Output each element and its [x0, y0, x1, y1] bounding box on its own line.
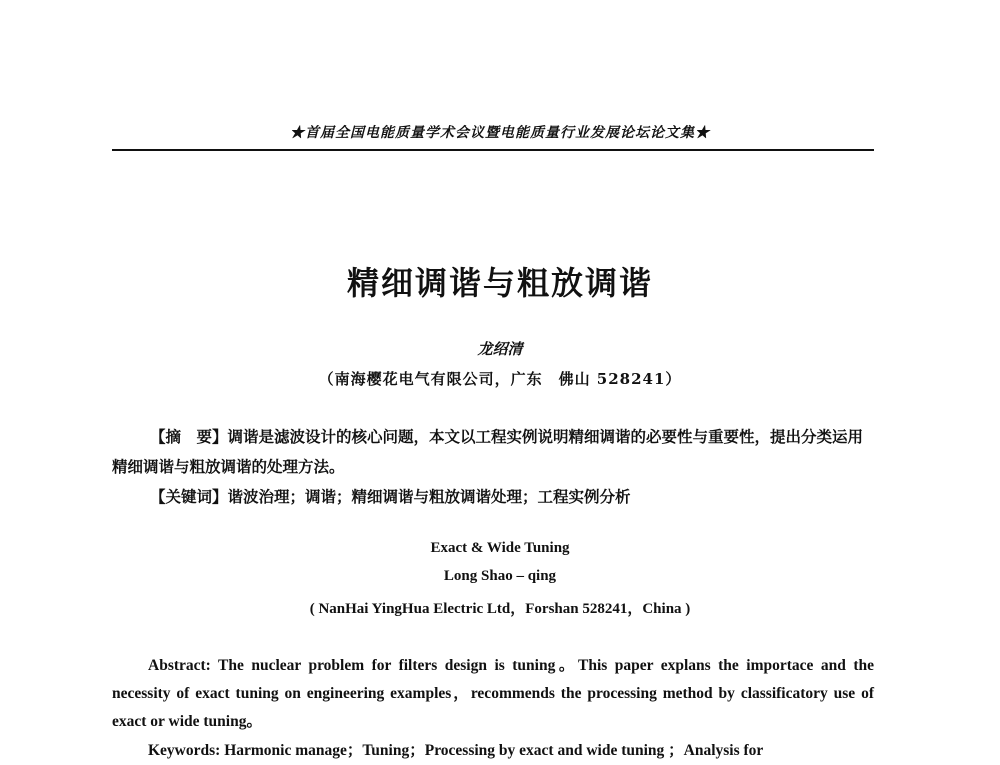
paper-title-zh: 精细调谐与粗放调谐 — [346, 264, 653, 302]
abstract-zh — [112, 422, 874, 482]
keywords-en-text: Harmonic manage；Tuning；Processing by exact and wide tuning ；Analysis for — [224, 742, 764, 759]
abstract-en-text: The nuclear problem for filters design is tuning。This paper explans the importace and the necessity of exact tuning on engineering examples，recommends the processing method by classificatory use of exact or wide tuning。 — [112, 657, 874, 730]
author-zh: 龙绍清 — [477, 340, 523, 358]
abstract-zh-text: 调谐是滤波设计的核心问题，本文以工程实例说明精细调谐的必要性与重要性，提出分类运用精细调谐与粗放调谐的处理方法。 — [112, 427, 864, 476]
affiliation-en: ( NanHai YingHua Electric Ltd，Forshan 528241，China ) — [309, 601, 691, 617]
abstract-en-label: Abstract: — [148, 657, 211, 674]
keywords-en-label: Keywords: — [148, 742, 221, 759]
abstract-zh-label: 【摘 要】 — [150, 427, 228, 446]
keywords-zh-label: 【关键词】 — [150, 487, 228, 506]
paper-title-en: Exact & Wide Tuning — [430, 540, 570, 556]
header-rule — [112, 149, 874, 151]
running-header: ★首届全国电能质量学术会议暨电能质量行业发展论坛论文集★ — [290, 125, 710, 141]
affiliation-zh: （南海樱花电气有限公司，广东 佛山 528241） — [318, 370, 682, 388]
keywords-zh — [150, 482, 874, 512]
keywords-zh-text: 谐波治理；调谐；精细调谐与粗放调谐处理；工程实例分析 — [227, 487, 631, 506]
keywords-en — [148, 737, 874, 765]
author-en: Long Shao – qing — [443, 568, 557, 584]
abstract-en — [112, 652, 874, 736]
